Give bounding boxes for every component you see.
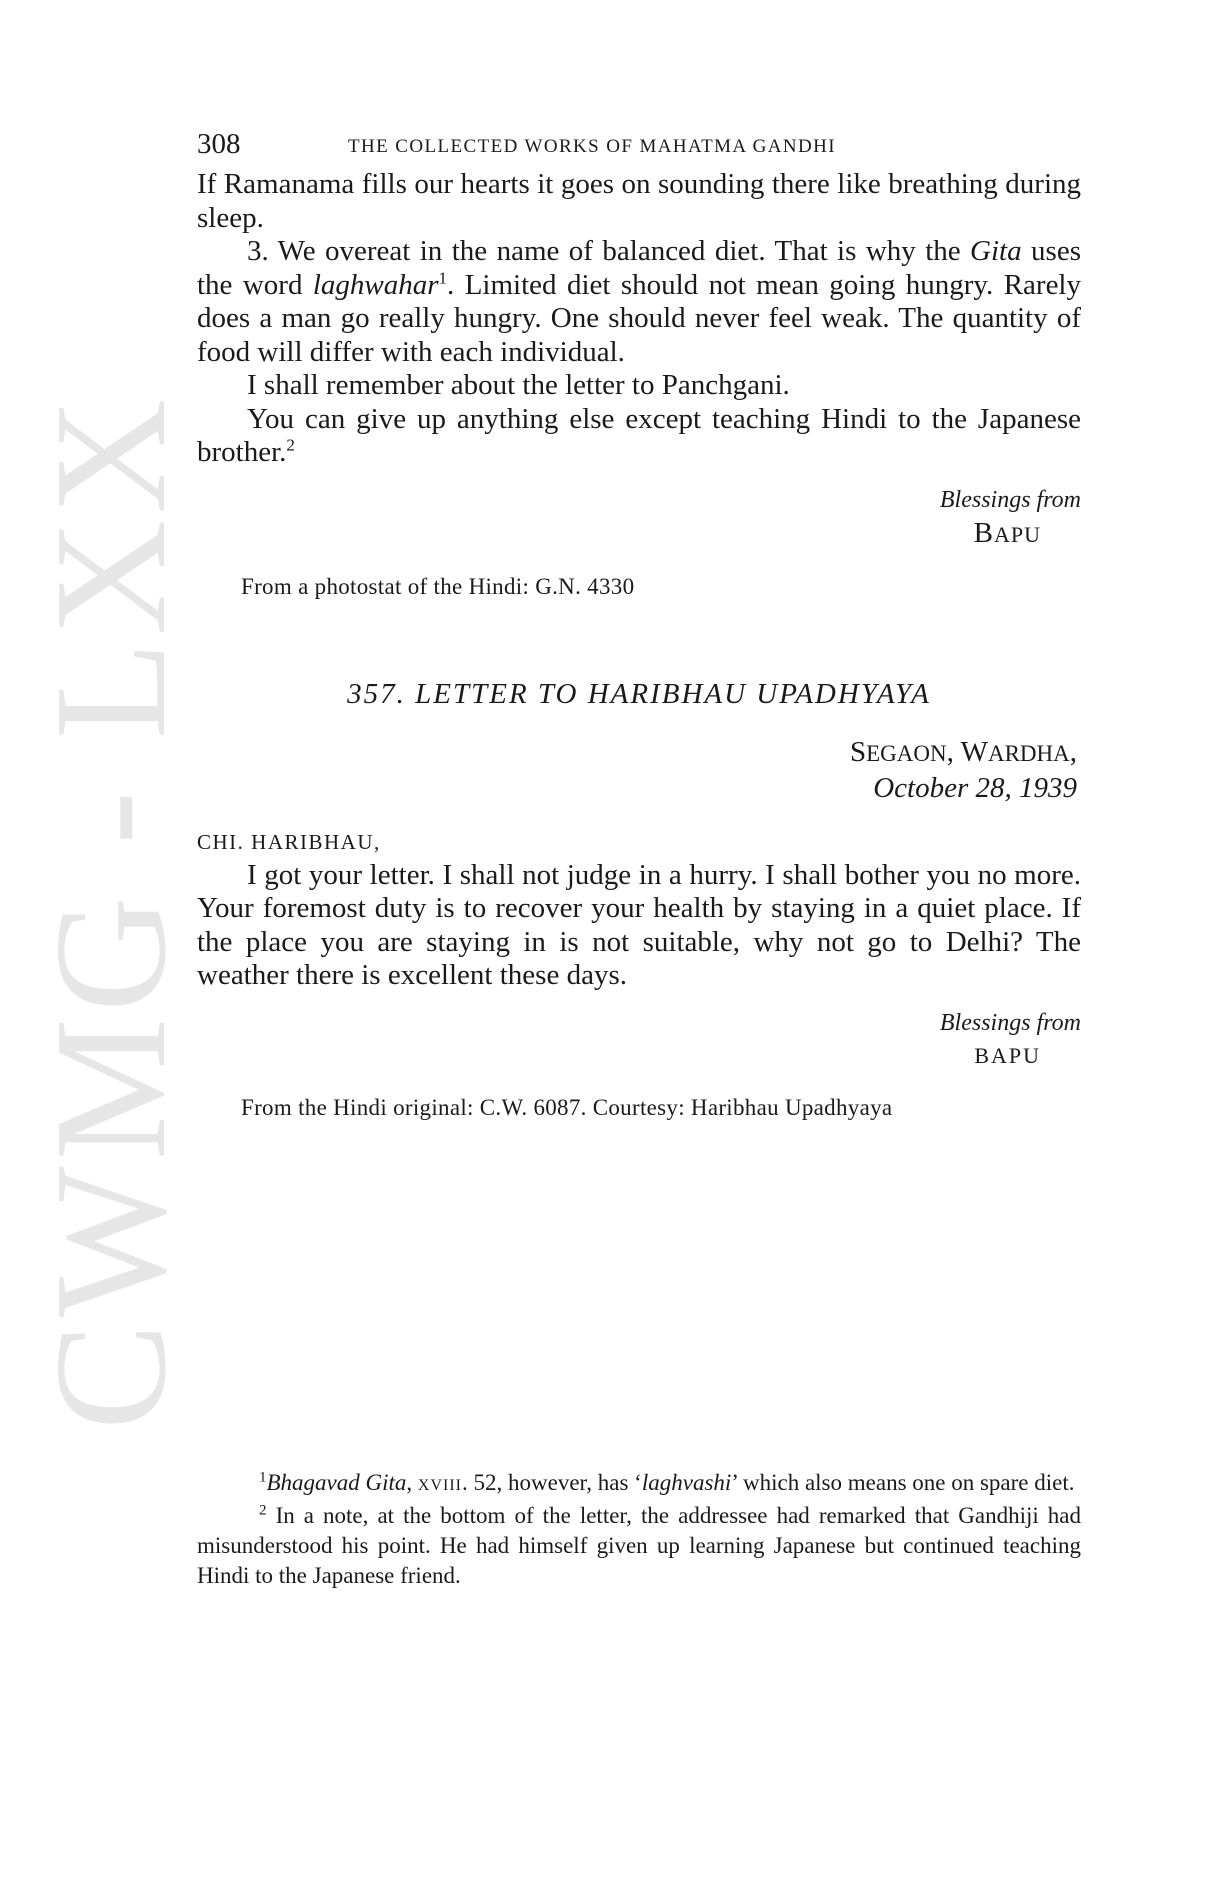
footnote-reference[interactable]: 2 <box>286 435 295 455</box>
footnote-text: ’ which also means one on spare diet. <box>731 1470 1075 1495</box>
place-initial: W <box>960 735 988 768</box>
page-number: 308 <box>197 128 241 160</box>
signature-text: BAPU <box>974 1042 1041 1068</box>
watermark: CWMG - LXX <box>21 392 199 1430</box>
paragraph <box>197 369 1081 403</box>
source-note: From a photostat of the Hindi: G.N. 4330 <box>241 573 635 599</box>
footnote-text: , <box>406 1470 418 1495</box>
footnote-text: In a note, at the bottom of the letter, the addressee had remarked that Gandhiji had misunderstood his point. He had himself given up learning Japanese but continued teaching Hindi to the Japanese friend. <box>197 1503 1082 1588</box>
sign-block <box>197 1007 1081 1073</box>
footnote <box>197 1501 1081 1591</box>
blessings-line: Blessings from <box>939 1009 1081 1036</box>
paragraph <box>197 403 1081 470</box>
blessings-line: Blessings from <box>939 486 1081 513</box>
paragraph-text: I shall remember about the letter to Panchgani. <box>247 369 790 401</box>
running-head <box>197 128 1081 168</box>
signature <box>197 1039 1081 1073</box>
footnote-chapter: XVIII <box>417 1477 462 1494</box>
signature-initial: B <box>973 516 994 549</box>
letter-heading: 357. LETTER TO HARIBHAU UPADHYAYA <box>347 677 931 710</box>
place-rest: ARDHA <box>987 740 1070 766</box>
running-title: THE COLLECTED WORKS OF MAHATMA GANDHI <box>348 136 836 157</box>
paragraph-text: 3. We overeat in the name of balanced diet. That is why the <box>247 235 971 267</box>
page-content <box>197 128 1081 1121</box>
place-initial: S <box>849 735 867 768</box>
italic-title: Gita <box>970 235 1022 267</box>
paragraph-text: You can give up anything else except teaching Hindi to the Japanese brother. <box>197 402 1081 468</box>
footnote-word: laghvashi <box>641 1470 732 1495</box>
paragraph-text: uses the word <box>197 235 1081 301</box>
paragraph-text: . Limited diet should not mean going hungry. Rarely does a man go really hungry. One should never feel weak. The quantity of food will differ with each individual. <box>197 268 1081 368</box>
signature <box>197 516 1081 552</box>
footnote-text: . 52, however, has ‘ <box>462 1470 642 1495</box>
sign-block <box>197 484 1081 552</box>
footnote-title: Bhagavad Gita <box>266 1470 407 1495</box>
footnotes <box>197 1468 1081 1591</box>
footnote-marker: 1 <box>259 1469 267 1486</box>
paragraph-text: I got your letter. I shall not judge in a hurry. I shall bother you no more. Your foremost duty is to recover your health by staying in a quiet place. If the place you are staying in is not suitable, why not go to Delhi? The weather there is excellent these days. <box>197 858 1081 991</box>
date-line: October 28, 1939 <box>873 771 1077 804</box>
signature-rest: APU <box>993 521 1041 547</box>
source-note: From the Hindi original: C.W. 6087. Courtesy: Haribhau Upadhyaya <box>241 1094 893 1120</box>
paragraph <box>197 168 1081 235</box>
italic-word: laghwahar <box>312 268 439 301</box>
footnote-reference[interactable]: 1 <box>438 267 448 287</box>
paragraph <box>197 859 1081 993</box>
place-separator: , <box>946 735 961 768</box>
footnote-marker: 2 <box>259 1502 267 1519</box>
place-rest: EGAON <box>866 740 947 766</box>
footnote <box>197 1468 1081 1501</box>
paragraph-text: If Ramanama fills our hearts it goes on sounding there like breathing during sleep. <box>197 168 1081 234</box>
place-date <box>197 735 1081 806</box>
paragraph <box>197 235 1081 369</box>
place-end: , <box>1069 735 1077 768</box>
place-line <box>197 735 1077 771</box>
salutation: CHI. HARIBHAU, <box>197 829 381 854</box>
